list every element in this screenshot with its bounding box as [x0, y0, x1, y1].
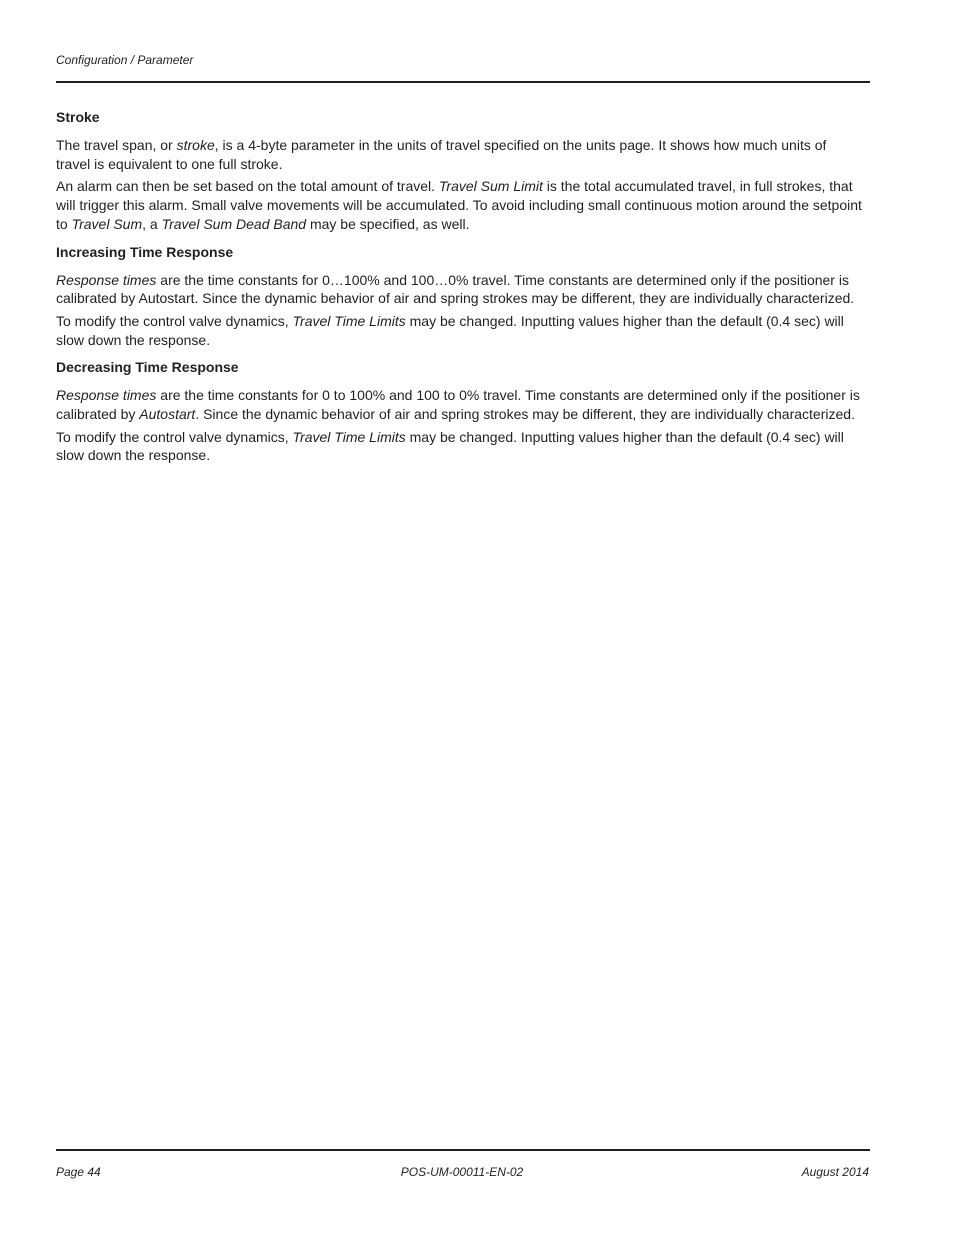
section-stroke — [56, 108, 862, 234]
running-head: Configuration / Parameter — [56, 53, 194, 67]
section-heading-stroke: Stroke — [56, 109, 100, 125]
section-increasing-time-response — [56, 243, 862, 350]
footer-rule — [56, 1149, 870, 1151]
page-content — [56, 108, 862, 469]
section-decreasing-time-response — [56, 358, 862, 465]
section-heading-increasing: Increasing Time Response — [56, 243, 234, 260]
section-heading-decreasing: Decreasing Time Response — [56, 359, 239, 376]
header-rule — [56, 81, 870, 83]
decreasing-paragraph-2: To modify the control valve dynamics, Travel Time Limits may be changed. Inputting values higher than the default (0.4 sec) will slow down the response. — [56, 428, 844, 464]
increasing-paragraph-1: Response times are the time constants for 0…100% and 100…0% travel. Time constants are determined only if the positioner is calibrated by Autostart. Since the dynamic behavior of air and spring strokes may be different, they are individually characterized. — [56, 271, 855, 307]
stroke-paragraph-1: The travel span, or stroke, is a 4-byte parameter in the units of travel specified on the units page. It shows how much units of travel is equivalent to one full stroke. — [56, 137, 827, 172]
increasing-paragraph-2: To modify the control valve dynamics, Travel Time Limits may be changed. Inputting values higher than the default (0.4 sec) will slow down the response. — [56, 312, 844, 348]
footer-page-number: Page 44 — [56, 1165, 101, 1179]
footer-doc-id: POS-UM-00011-EN-02 — [400, 1165, 524, 1179]
decreasing-paragraph-1: Response times are the time constants for 0 to 100% and 100 to 0% travel. Time constants are determined only if the positioner is calibrated by Autostart. Since the dynamic behavior of air and spring strokes may be different, they are individually characterized. — [56, 387, 860, 423]
stroke-paragraph-2: An alarm can then be set based on the total amount of travel. Travel Sum Limit is the total accumulated travel, in full strokes, that will trigger this alarm. Small valve movements will be accumulated. To avoid including small continuous motion around the setpoint to Travel Sum, a Travel Sum Dead Band may be specified, as well. — [56, 178, 862, 232]
footer-date: August 2014 — [801, 1165, 869, 1179]
